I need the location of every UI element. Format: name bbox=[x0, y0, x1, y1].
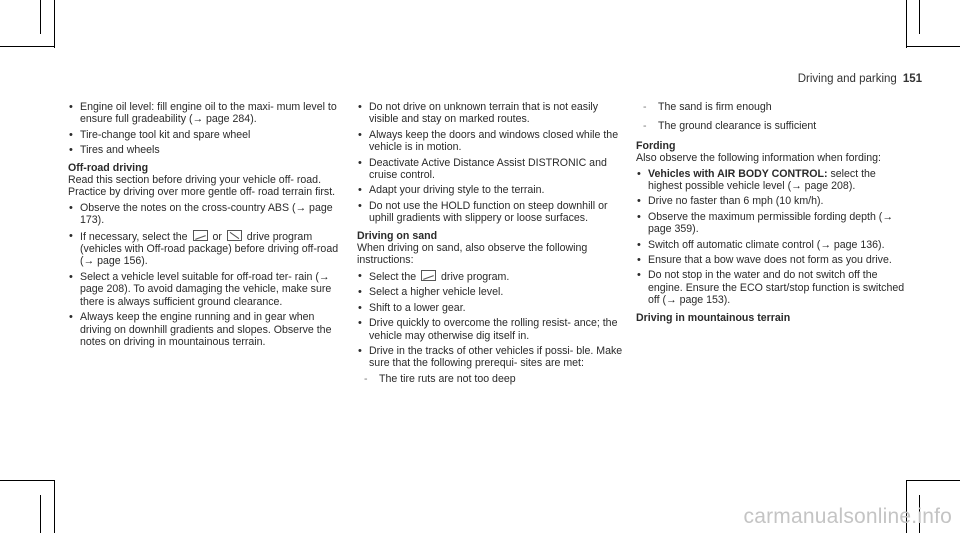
crop-mark bbox=[906, 46, 960, 47]
list-item-text: Select the bbox=[369, 270, 417, 283]
list-item: • Drive quickly to overcome the rolling resist- ance; the vehicle may otherwise dig itself in. bbox=[357, 317, 629, 342]
list-item bbox=[68, 230, 340, 268]
list-item: • Select a higher vehicle level. bbox=[357, 286, 629, 298]
list-item-text: select the highest possible vehicle level (→ page 208). bbox=[648, 167, 876, 193]
list-item: • Ensure that a bow wave does not form as you drive. bbox=[636, 254, 906, 266]
list-item: • Shift to a lower gear. bbox=[357, 302, 629, 314]
watermark: carmanualsonline.info bbox=[743, 505, 952, 528]
crop-mark bbox=[0, 480, 54, 481]
list-item: • Adapt your driving style to the terrain. bbox=[357, 184, 629, 196]
list-item bbox=[357, 270, 629, 283]
paragraph: When driving on sand, also observe the following instructions: bbox=[357, 242, 588, 267]
column-2 bbox=[357, 101, 629, 392]
list-item: • Observe the notes on the cross-country ABS (→ page 173). bbox=[68, 202, 340, 227]
list-item-text: drive program. bbox=[441, 270, 510, 283]
crop-mark bbox=[54, 0, 55, 48]
crop-mark bbox=[906, 0, 907, 48]
list-item-text: If necessary, select the bbox=[80, 230, 188, 243]
list-item: • Do not drive on unknown terrain that is not easily visible and stay on marked routes. bbox=[357, 101, 629, 126]
paragraph: Also observe the following information when fording: bbox=[636, 152, 881, 165]
section-heading: Fording bbox=[636, 139, 676, 152]
paragraph: Read this section before driving your vehicle off- road. Practice by driving over more gentle off- road terrain first. bbox=[68, 174, 336, 199]
sub-list-item: - The ground clearance is sufficient bbox=[636, 120, 906, 132]
sub-list-item: - The tire ruts are not too deep bbox=[357, 373, 629, 385]
list-item: • Tires and wheels bbox=[68, 144, 340, 156]
list-item: • Always keep the engine running and in gear when driving on downhill gradients and slopes. Observe the notes on driving in mountainous terrain. bbox=[68, 311, 340, 348]
offroad-program-icon bbox=[193, 230, 208, 241]
list-item: • Switch off automatic climate control (→ page 136). bbox=[636, 239, 906, 251]
list-item: • Do not stop in the water and do not switch off the engine. Ensure the ECO start/stop function is switched off (→ page 153). bbox=[636, 269, 906, 306]
list-item: • Engine oil level: fill engine oil to the maxi- mum level to ensure full gradeability (→ page 284). bbox=[68, 101, 340, 126]
list-item: • Drive no faster than 6 mph (10 km/h). bbox=[636, 195, 906, 207]
sub-list-item: - The sand is firm enough bbox=[636, 101, 906, 113]
list-item: • Do not use the HOLD function on steep downhill or uphill gradients with slippery or loose surfaces. bbox=[357, 200, 629, 225]
column-1 bbox=[68, 101, 340, 351]
running-head bbox=[798, 73, 922, 85]
section-title: Driving and parking bbox=[797, 73, 897, 85]
section-heading: Off-road driving bbox=[68, 161, 149, 174]
rock-program-icon bbox=[227, 230, 242, 241]
section-heading: Driving on sand bbox=[357, 229, 438, 242]
list-item: • Drive in the tracks of other vehicles if possi- ble. Make sure that the following prerequi- sites are met: bbox=[357, 345, 629, 370]
list-item: • Select a vehicle level suitable for off-road ter- rain (→ page 208). To avoid damaging the vehicle, make sure there is always sufficient ground clearance. bbox=[68, 271, 340, 308]
crop-mark bbox=[919, 0, 920, 34]
list-item: • Deactivate Active Distance Assist DISTRONIC and cruise control. bbox=[357, 157, 629, 182]
list-item-text: or bbox=[212, 230, 222, 243]
page-number: 151 bbox=[902, 73, 922, 85]
offroad-program-icon bbox=[421, 270, 436, 281]
section-heading: Driving in mountainous terrain bbox=[636, 311, 791, 324]
list-item bbox=[636, 168, 906, 193]
list-item: • Observe the maximum permissible fording depth (→ page 359). bbox=[636, 211, 906, 236]
crop-mark bbox=[906, 480, 960, 481]
list-item: • Tire-change tool kit and spare wheel bbox=[68, 129, 340, 141]
crop-mark bbox=[40, 0, 41, 34]
list-item-bold: Vehicles with AIR BODY CONTROL: bbox=[648, 167, 828, 180]
column-3 bbox=[636, 101, 906, 324]
crop-mark bbox=[0, 46, 54, 47]
list-item-text: drive program (vehicles with Off-road package) before driving off-road (→ page 156). bbox=[80, 230, 339, 268]
list-item: • Always keep the doors and windows closed while the vehicle is in motion. bbox=[357, 129, 629, 154]
crop-mark bbox=[40, 495, 41, 533]
crop-mark bbox=[54, 480, 55, 533]
